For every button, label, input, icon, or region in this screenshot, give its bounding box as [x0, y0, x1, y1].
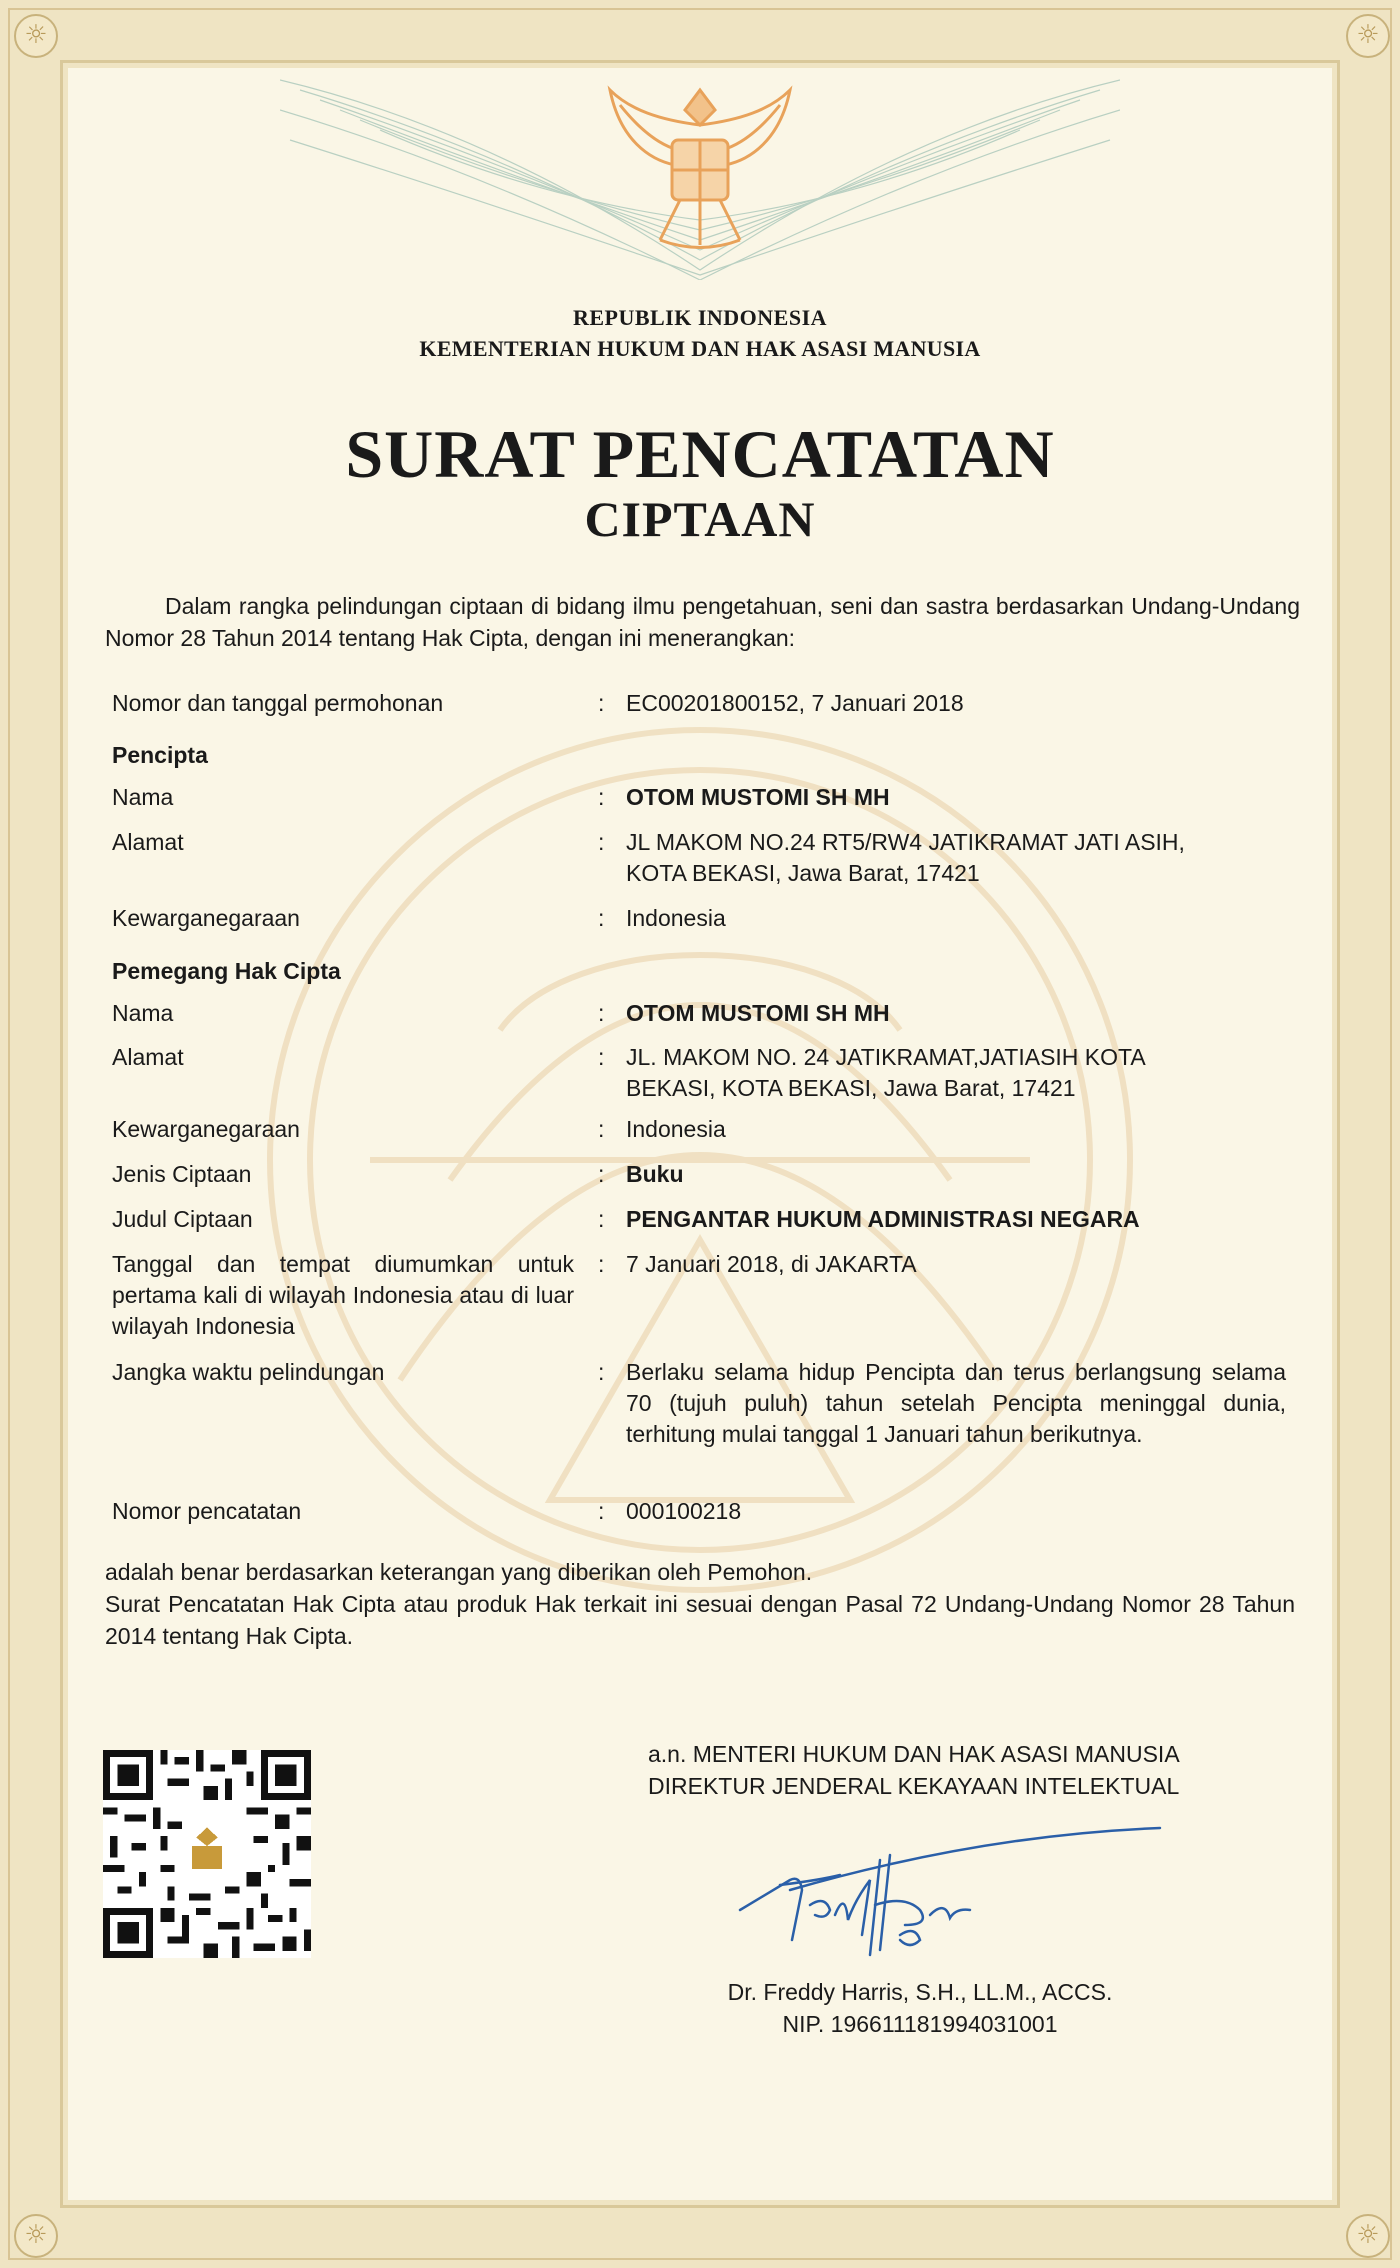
holder-address-label: Alamat: [112, 1044, 184, 1070]
corner-ornament-icon: ☼: [1346, 14, 1390, 58]
record-number: 000100218: [626, 1498, 742, 1524]
signatory-name: Dr. Freddy Harris, S.H., LL.M., ACCS.: [727, 1979, 1113, 2005]
application-label: Nomor dan tanggal permohonan: [112, 690, 444, 716]
closing-line-1: adalah benar berdasarkan keterangan yang diberikan oleh Pemohon.: [105, 1559, 813, 1585]
corner-ornament-icon: ☼: [1346, 2214, 1390, 2258]
colon: :: [598, 690, 605, 716]
colon: :: [598, 1116, 605, 1142]
creator-address-line2: KOTA BEKASI, Jawa Barat, 17421: [626, 860, 980, 886]
document-subtitle: CIPTAAN: [584, 491, 816, 547]
colon: :: [598, 905, 605, 931]
signatory-nip: NIP. 196611181994031001: [782, 2011, 1058, 2037]
holder-address-line2: BEKASI, KOTA BEKASI, Jawa Barat, 17421: [626, 1075, 1076, 1101]
work-type-label: Jenis Ciptaan: [112, 1161, 252, 1187]
holder-name: OTOM MUSTOMI SH MH: [626, 1000, 890, 1026]
colon: :: [598, 829, 605, 855]
creator-address-line1: JL MAKOM NO.24 RT5/RW4 JATIKRAMAT JATI ASIH,: [626, 829, 1185, 855]
document-title: SURAT PENCATATAN: [345, 416, 1055, 492]
holder-citizenship: Indonesia: [626, 1116, 726, 1142]
corner-ornament-icon: ☼: [14, 14, 58, 58]
signatory-position: DIREKTUR JENDERAL KEKAYAAN INTELEKTUAL: [648, 1773, 1180, 1799]
work-title-label: Judul Ciptaan: [112, 1206, 253, 1232]
creator-name: OTOM MUSTOMI SH MH: [626, 784, 890, 810]
colon: :: [598, 784, 605, 810]
published-value: 7 Januari 2018, di JAKARTA: [626, 1251, 917, 1277]
ministry-heading: KEMENTERIAN HUKUM DAN HAK ASASI MANUSIA: [419, 336, 981, 361]
term-label: Jangka waktu pelindungan: [112, 1359, 385, 1385]
handwritten-signature: [730, 1820, 1170, 1980]
colon: :: [598, 1498, 605, 1524]
colon: :: [598, 1359, 605, 1385]
holder-address-line1: JL. MAKOM NO. 24 JATIKRAMAT,JATIASIH KOTA: [626, 1044, 1146, 1070]
country-heading: REPUBLIK INDONESIA: [572, 305, 828, 330]
holder-name-label: Nama: [112, 1000, 174, 1026]
intro-paragraph: Dalam rangka pelindungan ciptaan di bidang ilmu pengetahuan, seni dan sastra berdasarkan Undang-Undang Nomor 28 Tahun 2014 tentang Hak Cipta, dengan ini menerangkan:: [105, 593, 1300, 651]
signatory-on-behalf: a.n. MENTERI HUKUM DAN HAK ASASI MANUSIA: [648, 1741, 1180, 1767]
closing-statement: [105, 1556, 1295, 1652]
application-value: EC00201800152, 7 Januari 2018: [626, 690, 964, 716]
colon: :: [598, 1251, 605, 1277]
published-label: Tanggal dan tempat diumumkan untuk pertama kali di wilayah Indonesia atau di luar wilayah Indonesia: [112, 1251, 574, 1339]
colon: :: [598, 1044, 605, 1070]
holder-heading: Pemegang Hak Cipta: [112, 958, 341, 984]
holder-citizenship-label: Kewarganegaraan: [112, 1116, 300, 1142]
term-value: Berlaku selama hidup Pencipta dan terus berlangsung selama 70 (tujuh puluh) tahun setelah Pencipta meninggal dunia, terhitung mulai tanggal 1 Januari tahun berikutnya.: [626, 1359, 1286, 1447]
colon: :: [598, 1161, 605, 1187]
creator-name-label: Nama: [112, 784, 174, 810]
corner-ornament-icon: ☼: [14, 2214, 58, 2258]
work-type: Buku: [626, 1161, 684, 1187]
creator-heading: Pencipta: [112, 742, 208, 768]
creator-address-label: Alamat: [112, 829, 184, 855]
colon: :: [598, 1206, 605, 1232]
qr-code[interactable]: [103, 1750, 311, 1958]
creator-citizenship-label: Kewarganegaraan: [112, 905, 300, 931]
work-title: PENGANTAR HUKUM ADMINISTRASI NEGARA: [626, 1206, 1140, 1232]
creator-citizenship: Indonesia: [626, 905, 726, 931]
record-number-label: Nomor pencatatan: [112, 1498, 302, 1524]
colon: :: [598, 1000, 605, 1026]
closing-line-2: Surat Pencatatan Hak Cipta atau produk Hak terkait ini sesuai dengan Pasal 72 Undang-Undang Nomor 28 Tahun 2014 tentang Hak Cipta.: [105, 1591, 1295, 1649]
garuda-emblem-icon: [600, 80, 800, 260]
